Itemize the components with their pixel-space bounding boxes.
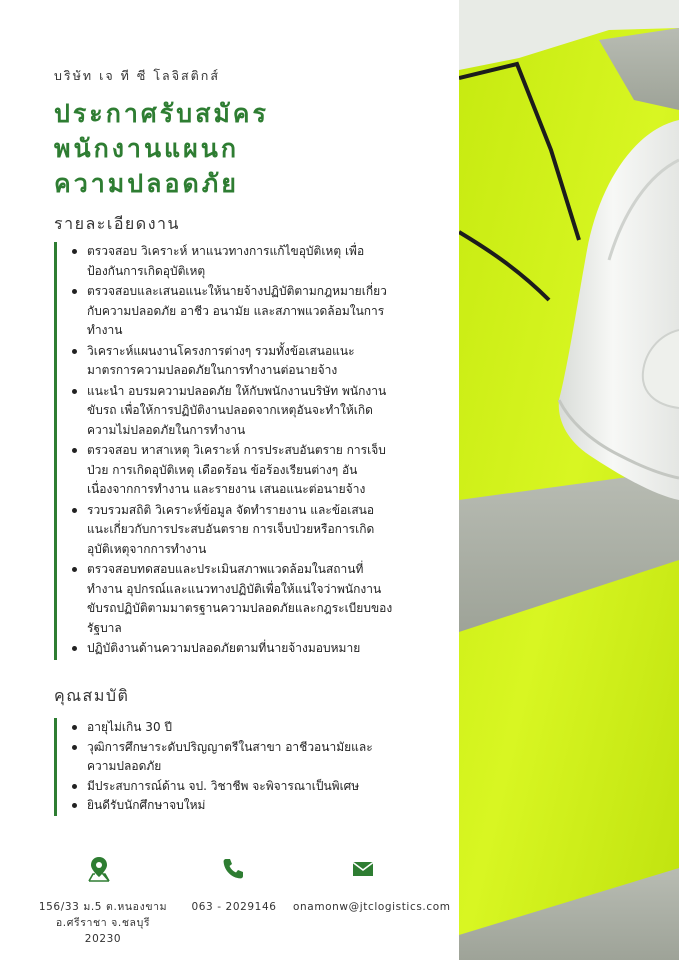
phone-icon	[219, 855, 247, 883]
address-line-2: อ.ศรีราชา จ.ชลบุรี 20230	[55, 917, 151, 945]
list-item: อายุไม่เกิน 30 ปี	[65, 718, 394, 738]
list-item: ตรวจสอบ หาสาเหตุ วิเคราะห์ การประสบอันตราย การเจ็บป่วย การเกิดอุบัติเหตุ เดือดร้อน ข้อร้องเรียนต่างๆ อันเนื่องจากการทำงาน และรายงาน เสนอแนะต่อนายจ้าง	[65, 441, 394, 500]
title-line-1: ประกาศรับสมัคร	[54, 99, 269, 128]
address-line-1: 156/33 ม.5 ต.หนองขาม	[38, 901, 168, 913]
address	[38, 899, 168, 947]
phone-number: 063 - 2029146	[191, 901, 277, 913]
qualifications-list	[54, 718, 394, 816]
list-item: มีประสบการณ์ด้าน จป. วิชาชีพ จะพิจารณาเป็นพิเศษ	[65, 777, 394, 797]
title-line-3: ความปลอดภัย	[54, 169, 239, 198]
qualifications-heading: คุณสมบัติ	[54, 686, 130, 705]
list-item: รวบรวมสถิติ วิเคราะห์ข้อมูล จัดทำรายงาน และข้อเสนอแนะเกี่ยวกับการประสบอันตราย การเจ็บป่วยหรือการเกิดอุบัติเหตุจากการทำงาน	[65, 501, 394, 560]
list-item: วุฒิการศึกษาระดับปริญญาตรีในสาขา อาชีวอนามัยและความปลอดภัย	[65, 738, 394, 777]
list-item: ตรวจสอบและเสนอแนะให้นายจ้างปฏิบัติตามกฎหมายเกี่ยวกับความปลอดภัย อาชีว อนามัย และสภาพแวดล้อมในการทำงาน	[65, 282, 394, 341]
list-item: ตรวจสอบทดสอบและประเมินสภาพแวดล้อมในสถานที่ทำงาน อุปกรณ์และแนวทางปฏิบัติเพื่อให้แน่ใจว่าพนักงานขับรถปฏิบัติตามมาตรฐานความปลอดภัยและกฎระเบียบของรัฐบาล	[65, 560, 394, 638]
list-item: แนะนำ อบรมความปลอดภัย ให้กับพนักงานบริษัท พนักงานขับรถ เพื่อให้การปฏิบัติงานปลอดจากเหตุอันจะทำให้เกิดความไม่ปลอดภัยในการทำงาน	[65, 382, 394, 441]
list-item: ปฏิบัติงานด้านความปลอดภัยตามที่นายจ้างมอบหมาย	[65, 639, 394, 659]
email-address: onamonw@jtclogistics.com	[293, 901, 451, 913]
title-line-2: พนักงานแผนก	[54, 134, 240, 163]
list-item: ยินดีรับนักศึกษาจบใหม่	[65, 796, 394, 816]
envelope-icon	[349, 855, 377, 883]
page-title	[54, 96, 454, 201]
company-name: บริษัท เจ ที ซี โลจิสติกส์	[54, 68, 220, 83]
location-pin-icon	[85, 855, 113, 883]
job-details-list	[54, 242, 394, 660]
list-item: ตรวจสอบ วิเคราะห์ หาแนวทางการแก้ไขอุบัติเหตุ เพื่อป้องกันการเกิดอุบัติเหตุ	[65, 242, 394, 281]
list-item: วิเคราะห์แผนงานโครงการต่างๆ รวมทั้งข้อเสนอแนะมาตรการความปลอดภัยในการทำงานต่อนายจ้าง	[65, 342, 394, 381]
safety-vest-hardhat-image	[459, 0, 679, 960]
job-details-heading: รายละเอียดงาน	[54, 214, 180, 233]
